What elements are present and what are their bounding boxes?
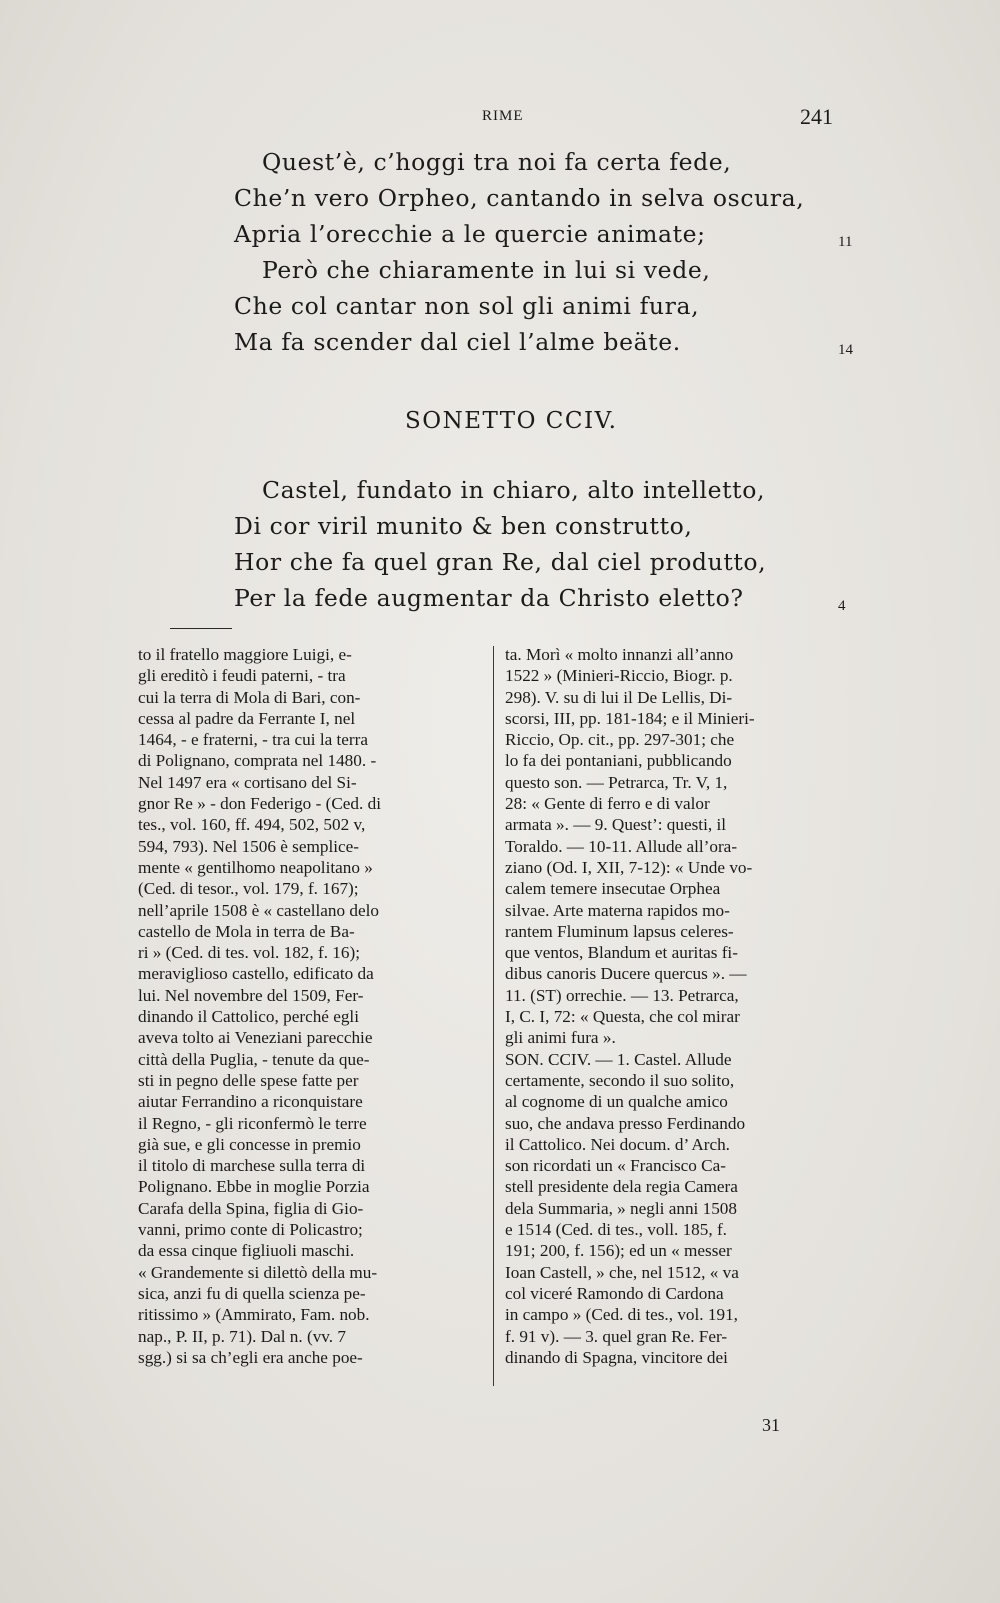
note-line: to il fratello maggiore Luigi, e- bbox=[138, 645, 352, 664]
note-line: città della Puglia, - tenute da que- bbox=[138, 1049, 370, 1069]
verse-line bbox=[0, 584, 1000, 620]
note-line: tes., vol. 160, ff. 494, 502, 502 v, bbox=[138, 815, 366, 835]
verse-line bbox=[0, 184, 1000, 220]
note-line: cessa al padre da Ferrante I, nel bbox=[138, 708, 356, 728]
verse-line bbox=[0, 328, 1000, 364]
sonnet-heading: SONETTO CCIV. bbox=[405, 408, 618, 434]
note-line: sti in pegno delle spese fatte per bbox=[138, 1070, 359, 1090]
note-line: lui. Nel novembre del 1509, Fer- bbox=[138, 985, 364, 1005]
note-line: mente « gentilhomo neapolitano » bbox=[138, 857, 373, 877]
note-line: silvae. Arte materna rapidos mo- bbox=[505, 900, 730, 920]
note-line: nell’aprile 1508 è « castellano delo bbox=[138, 900, 380, 920]
note-line: 191; 200, f. 156); ed un « messer bbox=[505, 1241, 732, 1261]
note-line: gnor Re » - don Federigo - (Ced. di bbox=[138, 794, 381, 814]
verse-text: Hor che fa quel gran Re, dal ciel produtto, bbox=[234, 548, 767, 576]
note-line: già sue, e gli concesse in premio bbox=[138, 1134, 361, 1154]
note-line: rantem Fluminum lapsus celeres- bbox=[505, 921, 734, 941]
note-line: lo fa dei pontaniani, pubblicando bbox=[505, 751, 732, 771]
note-line: son ricordati un « Francisco Ca- bbox=[505, 1156, 726, 1176]
verse-line bbox=[0, 148, 1000, 184]
running-head bbox=[0, 104, 1000, 134]
note-line: sica, anzi fu di quella scienza pe- bbox=[138, 1283, 366, 1303]
note-line: 1464, - e fraterni, - tra cui la terra bbox=[138, 730, 369, 750]
note-line: dinando il Cattolico, perché egli bbox=[138, 1007, 359, 1027]
verse-line bbox=[0, 292, 1000, 328]
verse-text: Che col cantar non sol gli animi fura, bbox=[234, 292, 700, 320]
line-number: 14 bbox=[838, 342, 853, 358]
verse-text: Quest’è, c’hoggi tra noi fa certa fede, bbox=[262, 148, 732, 176]
verse-line bbox=[0, 220, 1000, 256]
note-line: « Grandemente si dilettò della mu- bbox=[138, 1262, 378, 1282]
note-line: cui la terra di Mola di Bari, con- bbox=[138, 687, 361, 707]
line-number: 11 bbox=[838, 234, 853, 250]
note-line: da essa cinque figliuoli maschi. bbox=[138, 1241, 355, 1261]
note-line: Ioan Castell, » che, nel 1512, « va bbox=[505, 1262, 739, 1282]
verse-text: Castel, fundato in chiaro, alto intelletto, bbox=[262, 476, 766, 504]
note-line: meraviglioso castello, edificato da bbox=[138, 964, 374, 984]
note-line: 28: « Gente di ferro e di valor bbox=[505, 794, 710, 814]
footnote-rule bbox=[170, 628, 232, 629]
note-line: suo, che andava presso Ferdinando bbox=[505, 1113, 746, 1133]
note-line: in campo » (Ced. di tes., vol. 191, bbox=[505, 1305, 738, 1325]
note-line: al cognome di un qualche amico bbox=[505, 1092, 728, 1112]
note-line: 11. (ST) orrechie. — 13. Petrarca, bbox=[505, 985, 739, 1005]
note-line: il titolo di marchese sulla terra di bbox=[138, 1156, 366, 1176]
notes-left-column bbox=[138, 644, 483, 1368]
note-line: armata ». — 9. Quest’: questi, il bbox=[505, 815, 727, 835]
note-line: aiutar Ferrandino a riconquistare bbox=[138, 1092, 363, 1112]
note-line: Riccio, Op. cit., pp. 297-301; che bbox=[505, 730, 735, 750]
note-line: (Ced. di tesor., vol. 179, f. 167); bbox=[138, 879, 359, 899]
note-line: dinando di Spagna, vincitore dei bbox=[505, 1347, 728, 1367]
verse-text: Però che chiaramente in lui si vede, bbox=[262, 256, 711, 284]
column-divider bbox=[493, 646, 494, 1386]
note-line: gli animi fura ». bbox=[505, 1028, 616, 1048]
note-line: aveva tolto ai Veneziani parecchie bbox=[138, 1028, 373, 1048]
note-line: il Regno, - gli riconfermò le terre bbox=[138, 1113, 367, 1133]
verse-line bbox=[0, 512, 1000, 548]
note-line: il Cattolico. Nei docum. d’ Arch. bbox=[505, 1134, 730, 1154]
notes-right-column bbox=[505, 644, 847, 1368]
note-line: nap., P. II, p. 71). Dal n. (vv. 7 bbox=[138, 1326, 346, 1346]
note-line: Polignano. Ebbe in moglie Porzia bbox=[138, 1177, 370, 1197]
note-line: sgg.) si sa ch’egli era anche poe- bbox=[138, 1347, 363, 1367]
verse-text: Apria l’orecchie a le quercie animate; bbox=[234, 220, 706, 248]
verse-text: Ma fa scender dal ciel l’alme beäte. bbox=[234, 328, 681, 356]
note-line: 298). V. su di lui il De Lellis, Di- bbox=[505, 687, 733, 707]
note-line: 594, 793). Nel 1506 è semplice- bbox=[138, 836, 359, 856]
note-line: dibus canoris Ducere quercus ». — bbox=[505, 964, 747, 984]
verse-line bbox=[0, 476, 1000, 512]
verse-line bbox=[0, 256, 1000, 292]
note-line: f. 91 v). — 3. quel gran Re. Fer- bbox=[505, 1326, 728, 1346]
signature-mark: 31 bbox=[762, 1415, 780, 1435]
page-number: 241 bbox=[800, 104, 833, 129]
note-line: SON. CCIV. — 1. Castel. Allude bbox=[505, 1049, 732, 1069]
verse-line bbox=[0, 548, 1000, 584]
note-line: calem temere insecutae Orphea bbox=[505, 879, 721, 899]
note-line: ta. Morì « molto innanzi all’anno bbox=[505, 645, 734, 664]
note-line: dela Summaria, » negli anni 1508 bbox=[505, 1198, 737, 1218]
note-line: certamente, secondo il suo solito, bbox=[505, 1070, 735, 1090]
note-line: stell presidente dela regia Camera bbox=[505, 1177, 738, 1197]
line-number: 4 bbox=[838, 598, 846, 614]
note-line: gli ereditò i feudi paterni, - tra bbox=[138, 666, 346, 686]
note-line: ziano (Od. I, XII, 7-12): « Unde vo- bbox=[505, 857, 753, 877]
note-line: I, C. I, 72: « Questa, che col mirar bbox=[505, 1007, 740, 1027]
note-line: ritissimo » (Ammirato, Fam. nob. bbox=[138, 1305, 370, 1325]
note-line: ri » (Ced. di tes. vol. 182, f. 16); bbox=[138, 943, 360, 963]
verse-text: Che’n vero Orpheo, cantando in selva oscura, bbox=[234, 184, 805, 212]
note-line: Toraldo. — 10-11. Allude all’ora- bbox=[505, 836, 738, 856]
verse-text: Di cor viril munito & ben construtto, bbox=[234, 512, 693, 540]
running-title: RIME bbox=[482, 108, 524, 124]
note-line: vanni, primo conte di Policastro; bbox=[138, 1220, 363, 1240]
note-line: Nel 1497 era « cortisano del Si- bbox=[138, 772, 357, 792]
verse-text: Per la fede augmentar da Christo eletto? bbox=[234, 584, 744, 612]
note-line: scorsi, III, pp. 181-184; e il Minieri- bbox=[505, 708, 755, 728]
note-line: que ventos, Blandum et auritas fi- bbox=[505, 943, 738, 963]
note-line: questo son. — Petrarca, Tr. V, 1, bbox=[505, 772, 728, 792]
note-line: Carafa della Spina, figlia di Gio- bbox=[138, 1198, 364, 1218]
note-line: e 1514 (Ced. di tes., voll. 185, f. bbox=[505, 1220, 727, 1240]
note-line: 1522 » (Minieri-Riccio, Biogr. p. bbox=[505, 666, 733, 686]
note-line: di Polignano, comprata nel 1480. - bbox=[138, 751, 377, 771]
note-line: castello de Mola in terra de Ba- bbox=[138, 921, 355, 941]
note-line: col viceré Ramondo di Cardona bbox=[505, 1283, 724, 1303]
